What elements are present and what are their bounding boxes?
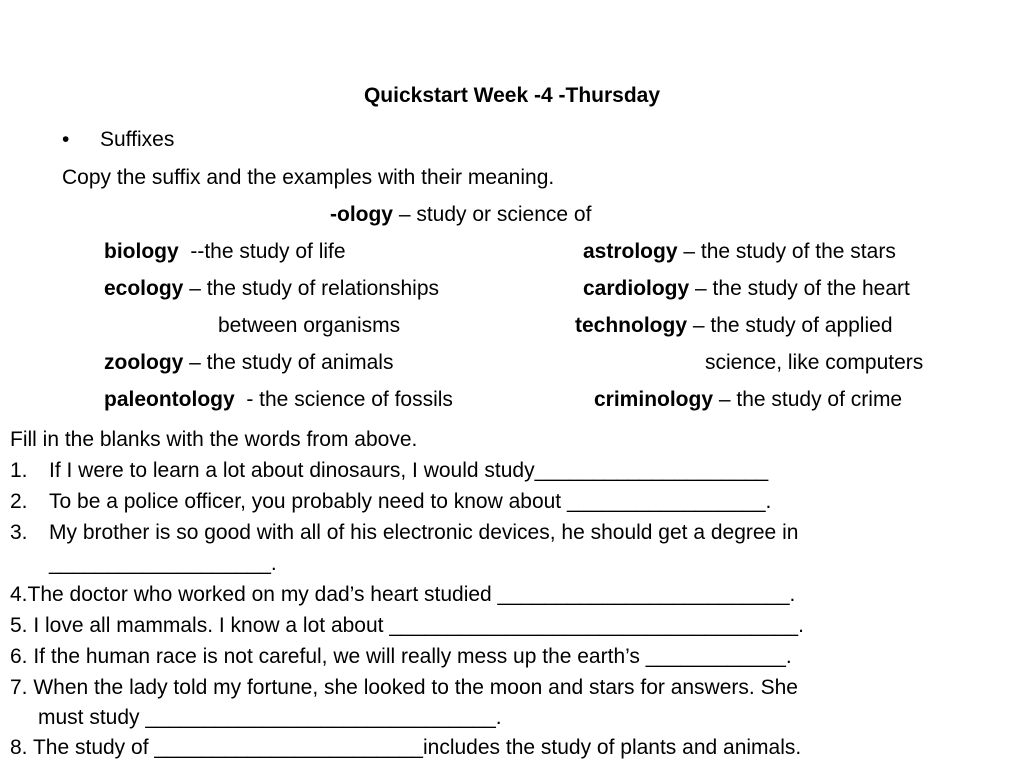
example-term: cardiology <box>583 277 690 300</box>
example-meaning: --the study of life <box>178 240 346 263</box>
bullet-icon: • <box>62 128 70 151</box>
example-ecology <box>104 277 439 301</box>
question-continuation: ___________________. <box>49 552 277 575</box>
question-text: To be a police officer, you probably need to know about _________________. <box>49 490 772 513</box>
fill-heading: Fill in the blanks with the words from above. <box>10 428 418 451</box>
question-text: My brother is so good with all of his electronic devices, he should get a degree in <box>49 521 799 544</box>
question-text: 8. The study of _______________________includes the study of plants and animals. <box>10 736 802 759</box>
example-technology-continuation: science, like computers <box>705 351 924 374</box>
example-paleontology <box>104 388 453 412</box>
question-text: If I were to learn a lot about dinosaurs, I would study____________________ <box>49 459 769 482</box>
example-meaning: – the study of animals <box>183 351 394 374</box>
example-term: paleontology <box>104 388 235 411</box>
example-term: astrology <box>583 240 678 263</box>
question-text: 5. I love all mammals. I know a lot about ___________________________________. <box>10 614 804 637</box>
example-biology <box>104 240 346 264</box>
example-meaning: - the science of fossils <box>234 388 453 411</box>
example-cardiology <box>583 277 910 301</box>
example-meaning: – the study of applied <box>687 314 893 337</box>
question-text: 6. If the human race is not careful, we will really mess up the earth’s ____________. <box>10 645 792 668</box>
question-number: 3. <box>10 521 28 544</box>
question-text: 4.The doctor who worked on my dad’s heart studied _________________________. <box>10 583 796 606</box>
example-meaning: – the study of relationships <box>183 277 440 300</box>
example-term: biology <box>104 240 179 263</box>
example-term: zoology <box>104 351 184 374</box>
suffix-term: -ology <box>330 203 393 226</box>
example-technology <box>575 314 893 338</box>
question-number: 2. <box>10 490 28 513</box>
example-meaning: – the study of the stars <box>677 240 896 263</box>
suffix-definition <box>330 203 591 227</box>
example-term: ecology <box>104 277 184 300</box>
example-ecology-continuation: between organisms <box>218 314 401 337</box>
question-number: 1. <box>10 459 28 482</box>
suffix-meaning: – study or science of <box>393 203 592 226</box>
page-title: Quickstart Week -4 -Thursday <box>363 84 661 107</box>
example-term: criminology <box>594 388 714 411</box>
instruction-text: Copy the suffix and the examples with their meaning. <box>62 166 555 189</box>
question-continuation: must study ______________________________. <box>38 706 502 729</box>
example-zoology <box>104 351 393 375</box>
example-astrology <box>583 240 896 264</box>
example-criminology <box>594 388 902 412</box>
example-meaning: – the study of crime <box>713 388 903 411</box>
example-meaning: – the study of the heart <box>689 277 910 300</box>
question-text: 7. When the lady told my fortune, she looked to the moon and stars for answers. She <box>10 676 798 699</box>
example-term: technology <box>575 314 688 337</box>
topic-label: Suffixes <box>100 128 175 151</box>
